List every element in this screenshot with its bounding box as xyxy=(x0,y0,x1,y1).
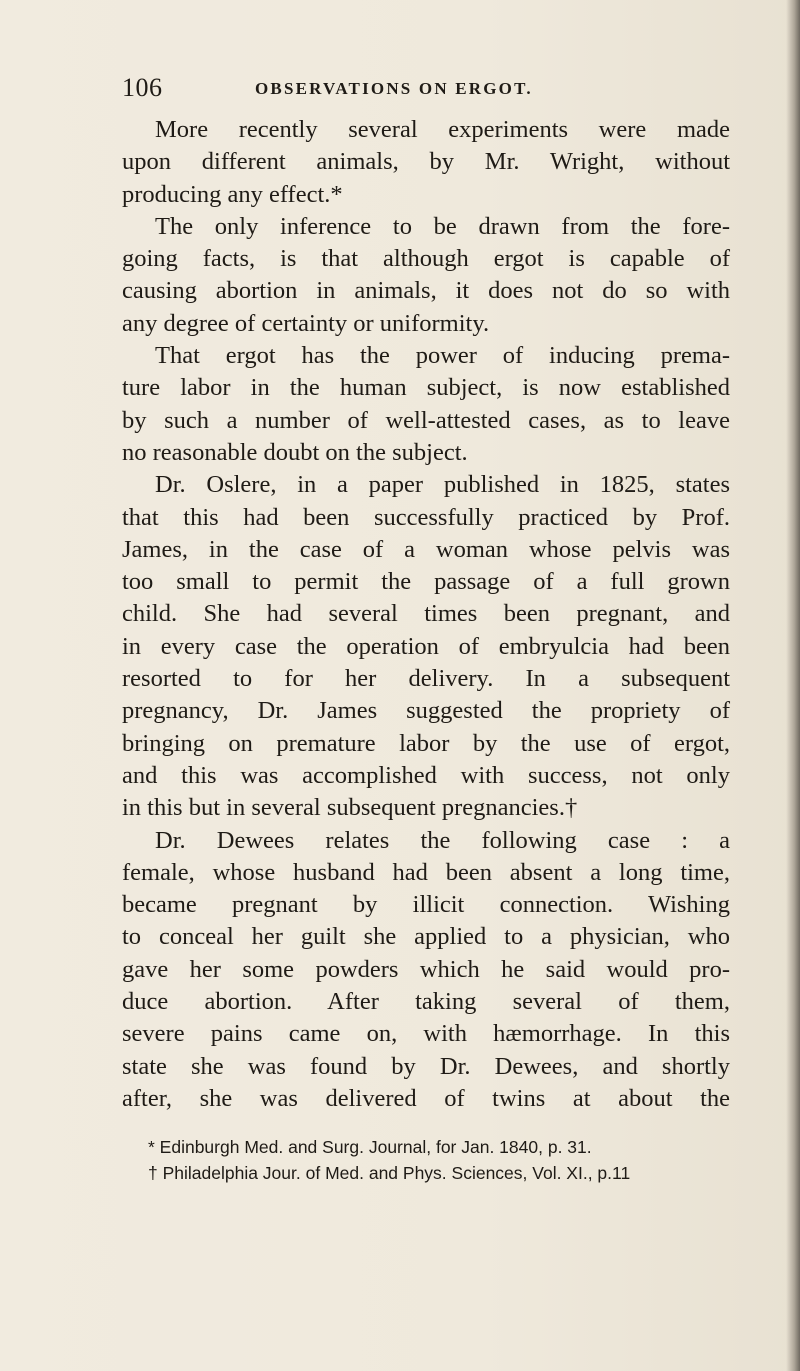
text-line: state she was found by Dr. Dewees, and shortly xyxy=(122,1052,730,1080)
text-line: causing abortion in animals, it does not do so with xyxy=(122,277,730,305)
page-edge-shadow xyxy=(786,0,800,1371)
text-line: any degree of certainty or uniformity. xyxy=(122,309,490,337)
text-line: female, whose husband had been absent a long time, xyxy=(122,858,730,886)
text-line: James, in the case of a woman whose pelvis was xyxy=(122,535,730,563)
text-line: That ergot has the power of inducing prema- xyxy=(155,342,730,370)
text-line: and this was accomplished with success, not only xyxy=(122,761,730,789)
body-text xyxy=(122,114,730,1115)
footnotes xyxy=(148,1134,748,1186)
footnote: * Edinburgh Med. and Surg. Journal, for Jan. 1840, p. 31. xyxy=(148,1137,592,1157)
footnote: † Philadelphia Jour. of Med. and Phys. Sciences, Vol. XI., p.11 xyxy=(148,1163,631,1183)
text-line: bringing on premature labor by the use of ergot, xyxy=(122,729,730,757)
text-line: in this but in several subsequent pregnancies.† xyxy=(122,794,578,822)
text-line: severe pains came on, with hæmorrhage. In this xyxy=(122,1020,730,1048)
text-line: ture labor in the human subject, is now established xyxy=(122,374,730,402)
text-line: duce abortion. After taking several of them, xyxy=(122,988,730,1016)
text-line: upon different animals, by Mr. Wright, without xyxy=(122,148,730,176)
text-line: producing any effect.* xyxy=(122,180,343,208)
text-line: by such a number of well-attested cases, as to leave xyxy=(122,406,730,434)
text-line: going facts, is that although ergot is capable of xyxy=(122,245,730,273)
text-line: Dr. Dewees relates the following case : a xyxy=(155,826,730,854)
text-line: More recently several experiments were made xyxy=(155,116,730,143)
text-line: too small to permit the passage of a full grown xyxy=(122,568,730,596)
text-line: in every case the operation of embryulcia had been xyxy=(122,632,730,660)
text-line: child. She had several times been pregnant, and xyxy=(122,600,730,628)
page-header xyxy=(122,73,732,107)
running-title: OBSERVATIONS ON ERGOT. xyxy=(255,79,533,98)
text-line: Dr. Oslere, in a paper published in 1825, states xyxy=(155,471,730,499)
text-line: to conceal her guilt she applied to a physician, who xyxy=(122,923,730,951)
page-number: 106 xyxy=(122,73,163,102)
text-line: resorted to for her delivery. In a subsequent xyxy=(122,665,730,693)
text-line: gave her some powders which he said would pro- xyxy=(122,955,730,983)
text-line: no reasonable doubt on the subject. xyxy=(122,438,468,466)
text-line: became pregnant by illicit connection. Wishing xyxy=(122,891,730,919)
text-line: pregnancy, Dr. James suggested the propriety of xyxy=(122,697,730,725)
text-line: The only inference to be drawn from the fore- xyxy=(155,212,730,240)
text-line: that this had been successfully practiced by Prof. xyxy=(122,503,730,531)
text-line: after, she was delivered of twins at about the xyxy=(122,1084,730,1112)
